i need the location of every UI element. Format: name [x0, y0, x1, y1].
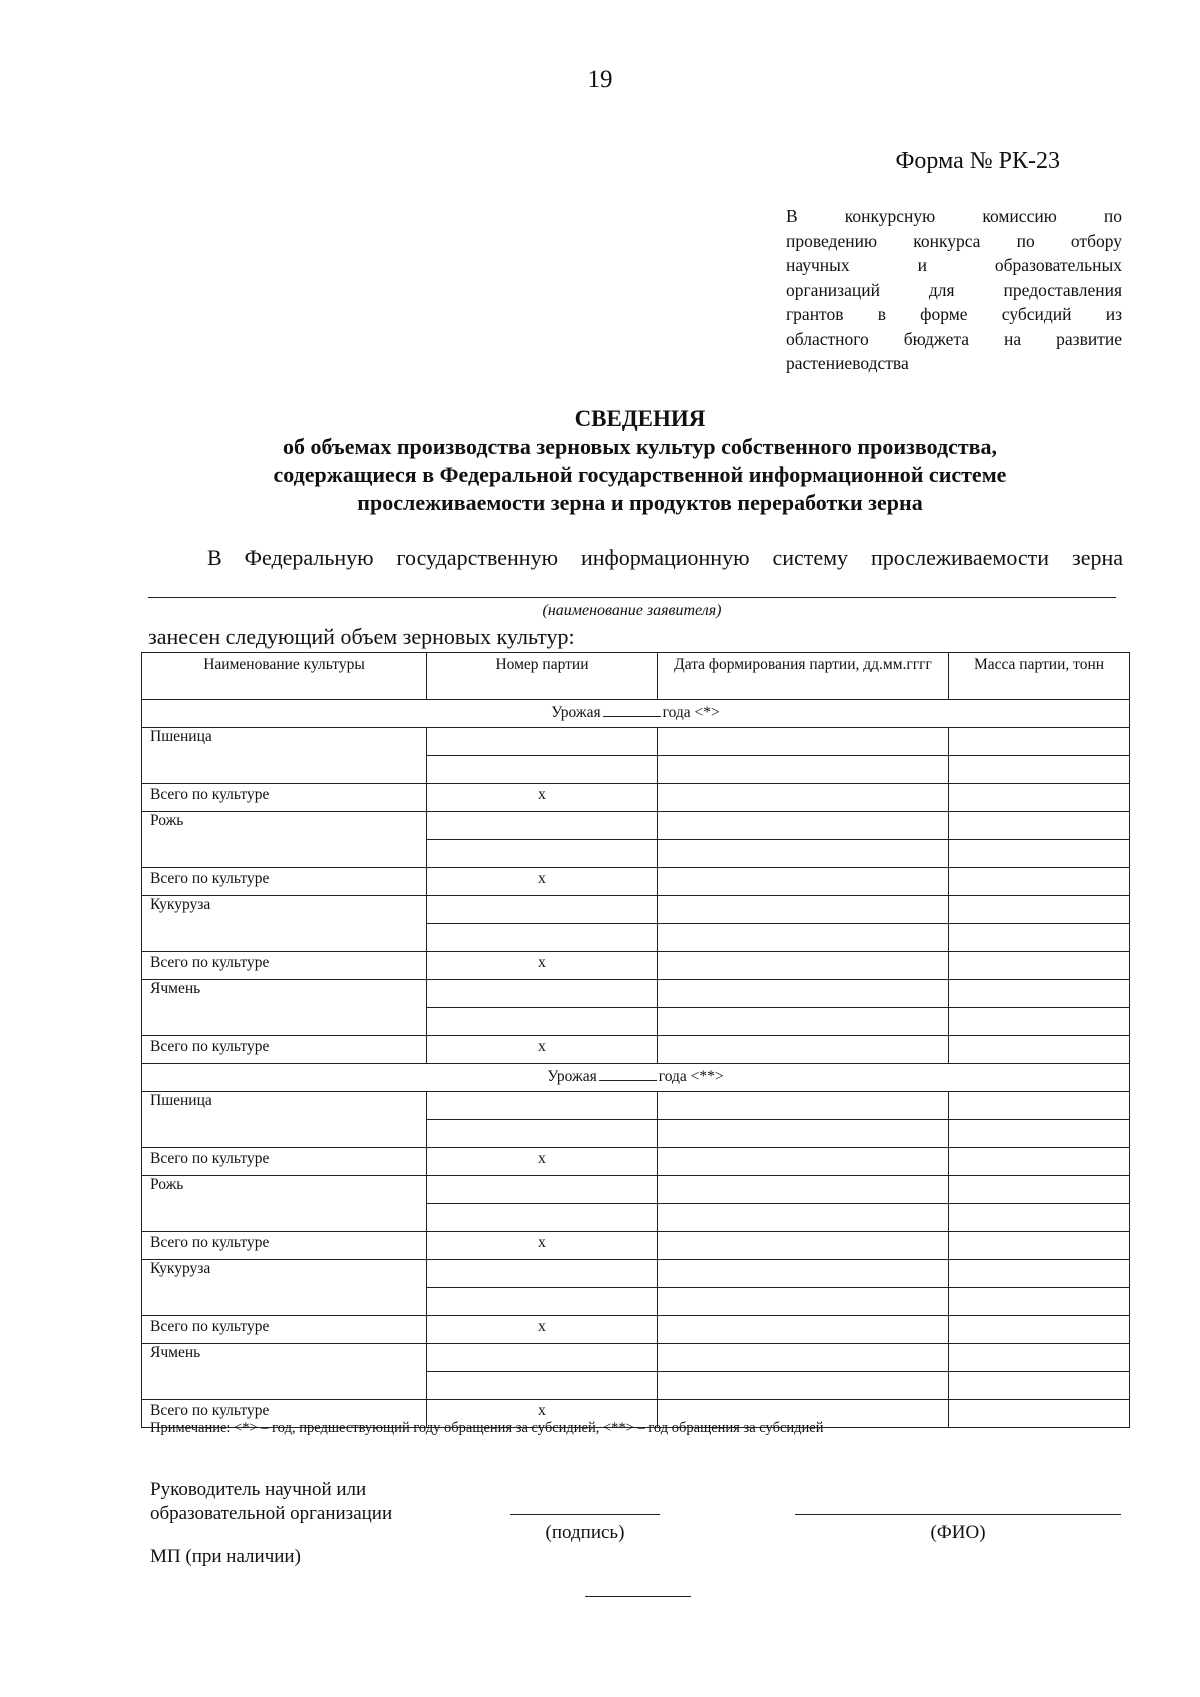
fio-caption: (ФИО) [930, 1522, 986, 1543]
crop-total-x: x [427, 1232, 658, 1260]
crop-name-cell: Ячмень [142, 1344, 427, 1400]
crop-total-mass[interactable] [949, 784, 1130, 812]
crop-total-x: x [427, 1316, 658, 1344]
batch-mass-cell[interactable] [949, 1204, 1130, 1232]
batch-number-cell[interactable] [427, 840, 658, 868]
crop-name-cell: Ячмень [142, 980, 427, 1036]
batch-number-cell[interactable] [427, 1176, 658, 1204]
crop-total-label: Всего по культуре [142, 784, 427, 812]
crop-total-label: Всего по культуре [142, 1232, 427, 1260]
title-line-1: об объемах производства зерновых культур собственного производства, [282, 434, 998, 459]
batch-mass-cell[interactable] [949, 1092, 1130, 1120]
crop-total-date [658, 1316, 949, 1344]
form-number: Форма № РК-23 [895, 148, 1060, 174]
crop-total-label: Всего по культуре [142, 1036, 427, 1064]
batch-date-cell[interactable] [658, 1120, 949, 1148]
batch-number-cell[interactable] [427, 980, 658, 1008]
crop-row [142, 1344, 1130, 1372]
batch-mass-cell[interactable] [949, 1260, 1130, 1288]
header-batch-mass: Масса партии, тонн [949, 653, 1130, 700]
crop-total-x: x [427, 868, 658, 896]
batch-number-cell[interactable] [427, 1092, 658, 1120]
title-main: СВЕДЕНИЯ [574, 406, 706, 431]
crop-total-date [658, 1036, 949, 1064]
crop-total-date [658, 868, 949, 896]
batch-date-cell[interactable] [658, 1260, 949, 1288]
batch-number-cell[interactable] [427, 896, 658, 924]
harvest-year-row [142, 1064, 1130, 1092]
crop-total-mass[interactable] [949, 1148, 1130, 1176]
harvest-year-prefix: Урожая [547, 1068, 597, 1085]
harvest-year-row [142, 700, 1130, 728]
manager-line-1: Руководитель научной или [150, 1479, 367, 1500]
crop-total-label: Всего по культуре [142, 868, 427, 896]
crop-total-x: x [427, 784, 658, 812]
grain-volume-table [141, 652, 1130, 1428]
crop-total-row [142, 1036, 1130, 1064]
batch-date-cell[interactable] [658, 980, 949, 1008]
stamp-label: МП (при наличии) [150, 1546, 301, 1567]
batch-date-cell[interactable] [658, 1008, 949, 1036]
signature-caption: (подпись) [545, 1522, 625, 1543]
header-crop-name: Наименование культуры [142, 653, 427, 700]
crop-total-mass[interactable] [949, 1316, 1130, 1344]
signature-field[interactable] [510, 1514, 660, 1515]
batch-date-cell[interactable] [658, 728, 949, 756]
batch-number-cell[interactable] [427, 756, 658, 784]
batch-mass-cell[interactable] [949, 812, 1130, 840]
batch-mass-cell[interactable] [949, 728, 1130, 756]
batch-date-cell[interactable] [658, 1176, 949, 1204]
crop-total-row [142, 1232, 1130, 1260]
batch-date-cell[interactable] [658, 1204, 949, 1232]
crop-total-row [142, 952, 1130, 980]
applicant-name-field[interactable] [148, 597, 1116, 598]
crop-total-date [658, 1148, 949, 1176]
crop-name-cell: Рожь [142, 812, 427, 868]
footnote: Примечание: <*> – год, предшествующий году обращения за субсидией, <**> – год обращения за субсидией [150, 1420, 824, 1436]
batch-number-cell[interactable] [427, 728, 658, 756]
batch-date-cell[interactable] [658, 1344, 949, 1372]
crop-total-label: Всего по культуре [142, 1316, 427, 1344]
batch-mass-cell[interactable] [949, 840, 1130, 868]
crop-total-label: Всего по культуре [142, 1400, 427, 1428]
crop-total-row [142, 868, 1130, 896]
crop-total-mass[interactable] [949, 1232, 1130, 1260]
harvest-year-cell [142, 700, 1130, 728]
batch-number-cell[interactable] [427, 1344, 658, 1372]
batch-date-cell[interactable] [658, 896, 949, 924]
crop-name-cell: Кукуруза [142, 1260, 427, 1316]
batch-number-cell[interactable] [427, 1008, 658, 1036]
batch-mass-cell[interactable] [949, 1344, 1130, 1372]
addressee-block [786, 204, 1122, 376]
applicant-caption: (наименование заявителя) [542, 602, 722, 619]
batch-mass-cell[interactable] [949, 1176, 1130, 1204]
document-title [0, 405, 1200, 517]
crop-row [142, 812, 1130, 840]
batch-date-cell[interactable] [658, 1372, 949, 1400]
crop-total-row [142, 1316, 1130, 1344]
batch-mass-cell[interactable] [949, 896, 1130, 924]
batch-date-cell[interactable] [658, 812, 949, 840]
crop-row [142, 1260, 1130, 1288]
manager-line-2: образовательной организации [150, 1503, 393, 1524]
crop-total-x: x [427, 1148, 658, 1176]
batch-mass-cell[interactable] [949, 1120, 1130, 1148]
crop-row [142, 980, 1130, 1008]
crop-row [142, 896, 1130, 924]
manager-label [150, 1478, 392, 1526]
table-header-row [142, 653, 1130, 700]
harvest-year-prefix: Урожая [551, 704, 601, 721]
batch-number-cell[interactable] [427, 924, 658, 952]
crop-total-mass[interactable] [949, 1036, 1130, 1064]
crop-total-label: Всего по культуре [142, 1148, 427, 1176]
batch-date-cell[interactable] [658, 1288, 949, 1316]
crop-total-x: x [427, 1400, 658, 1428]
title-line-2: содержащиеся в Федеральной государственной информационной системе [273, 462, 1007, 487]
header-batch-number: Номер партии [427, 653, 658, 700]
crop-row [142, 1092, 1130, 1120]
harvest-year-cell [142, 1064, 1130, 1092]
batch-number-cell[interactable] [427, 1204, 658, 1232]
harvest-year-input[interactable] [603, 702, 661, 717]
harvest-year-suffix: года <**> [658, 1068, 724, 1085]
batch-mass-cell[interactable] [949, 1008, 1130, 1036]
crop-name-cell: Кукуруза [142, 896, 427, 952]
crop-row [142, 1176, 1130, 1204]
addressee-line: В конкурсную комиссию по [786, 206, 1122, 226]
batch-mass-cell[interactable] [949, 1372, 1130, 1400]
crop-total-x: x [427, 1036, 658, 1064]
title-line-3: прослеживаемости зерна и продуктов переработки зерна [357, 490, 923, 515]
batch-number-cell[interactable] [427, 1260, 658, 1288]
batch-date-cell[interactable] [658, 756, 949, 784]
batch-number-cell[interactable] [427, 812, 658, 840]
header-batch-date: Дата формирования партии, дд.мм.гггг [658, 653, 949, 700]
batch-number-cell[interactable] [427, 1120, 658, 1148]
addressee-line: грантов в форме субсидий из [786, 304, 1122, 324]
addressee-line: областного бюджета на развитие [786, 328, 1122, 349]
page-number: 19 [587, 66, 613, 93]
crop-total-label: Всего по культуре [142, 952, 427, 980]
batch-number-cell[interactable] [427, 1288, 658, 1316]
batch-number-cell[interactable] [427, 1372, 658, 1400]
batch-date-cell[interactable] [658, 924, 949, 952]
harvest-year-input[interactable] [599, 1066, 657, 1081]
addressee-line: растениеводства [786, 353, 909, 373]
entered-line: занесен следующий объем зерновых культур: [148, 624, 575, 649]
crop-total-row [142, 1148, 1130, 1176]
crop-row [142, 728, 1130, 756]
crop-total-mass[interactable] [949, 868, 1130, 896]
crop-name-cell: Пшеница [142, 728, 427, 784]
batch-mass-cell[interactable] [949, 980, 1130, 1008]
addressee-line: организаций для предоставления [786, 279, 1122, 300]
crop-name-cell: Рожь [142, 1176, 427, 1232]
crop-total-date [658, 952, 949, 980]
crop-total-x: x [427, 952, 658, 980]
harvest-year-suffix: года <*> [662, 704, 720, 721]
addressee-line: научных и образовательных [786, 255, 1122, 275]
crop-total-mass[interactable] [949, 1400, 1130, 1428]
batch-mass-cell[interactable] [949, 924, 1130, 952]
batch-mass-cell[interactable] [949, 756, 1130, 784]
crop-total-row [142, 784, 1130, 812]
crop-total-date [658, 784, 949, 812]
fio-field[interactable] [795, 1514, 1121, 1515]
batch-date-cell[interactable] [658, 840, 949, 868]
addressee-line: проведению конкурса по отбору [786, 230, 1122, 251]
crop-total-mass[interactable] [949, 952, 1130, 980]
crop-total-date [658, 1232, 949, 1260]
batch-date-cell[interactable] [658, 1092, 949, 1120]
end-divider [585, 1596, 691, 1597]
intro-line: В Федеральную государственную информационную систему прослеживаемости зерна [207, 545, 1123, 570]
batch-mass-cell[interactable] [949, 1288, 1130, 1316]
crop-name-cell: Пшеница [142, 1092, 427, 1148]
